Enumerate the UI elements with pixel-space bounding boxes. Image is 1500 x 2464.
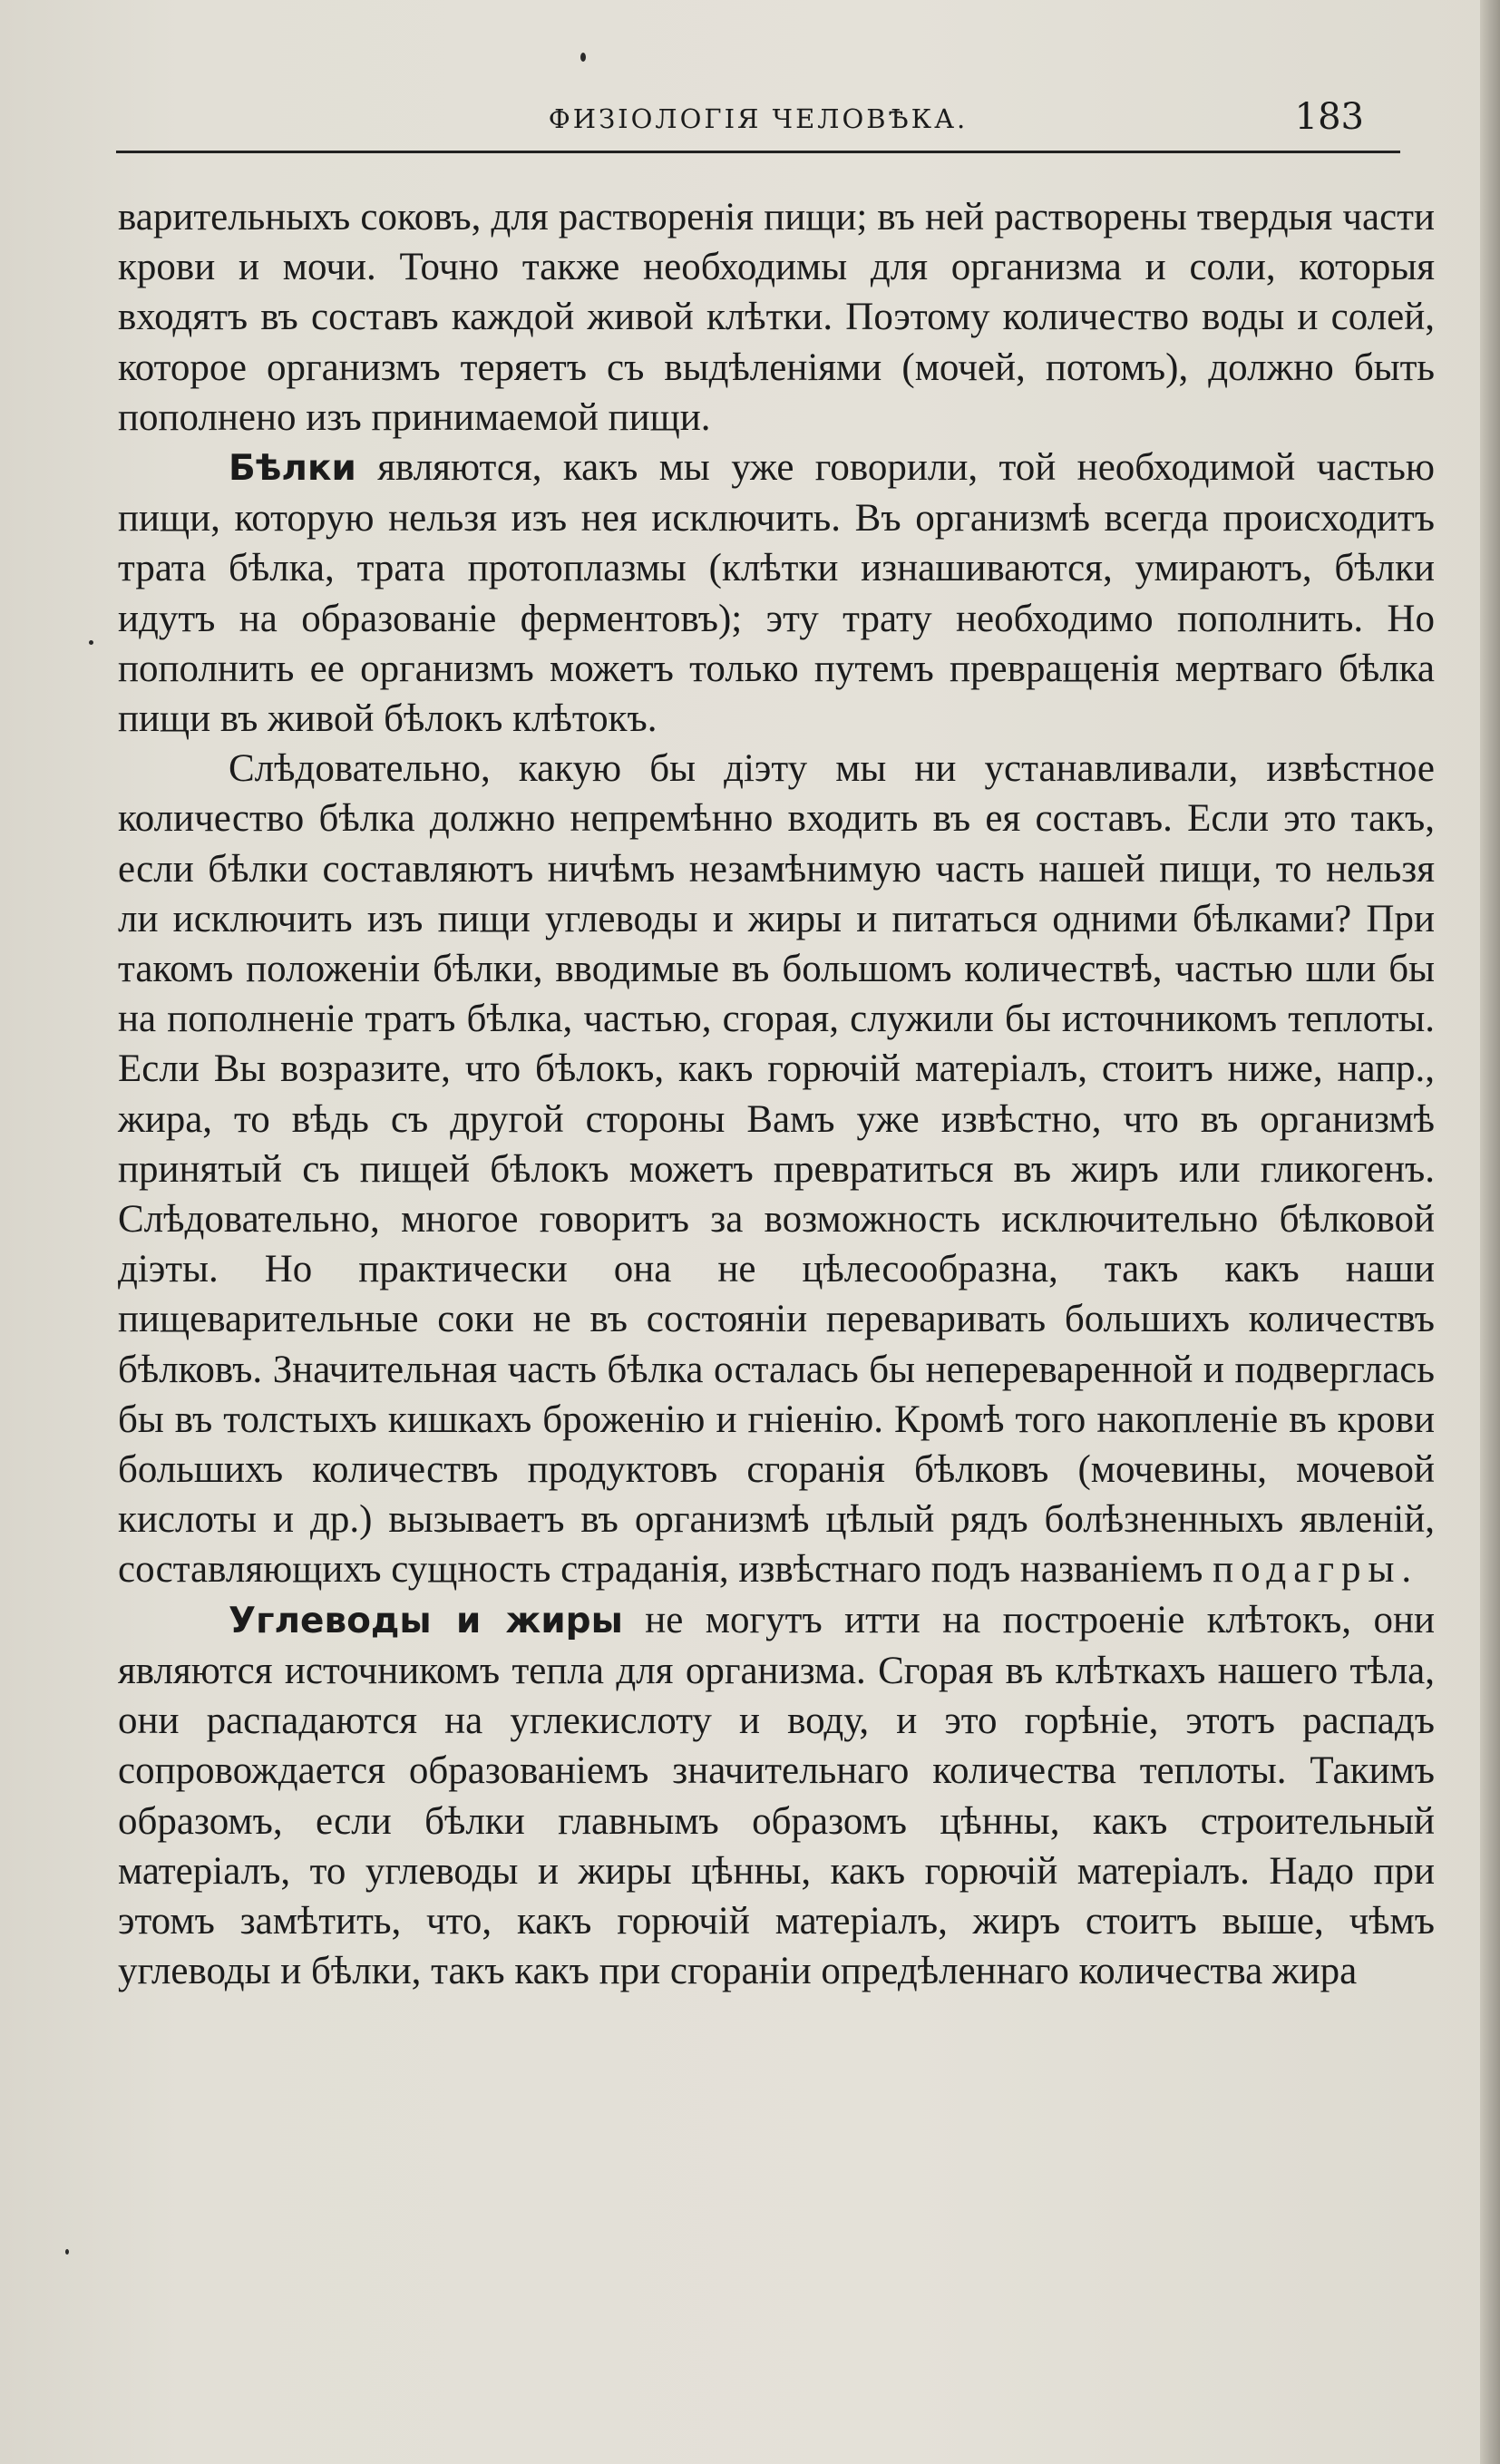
paragraph-text: варительныхъ соковъ, для растворенiя пищи; въ ней растворены твердыя части крови и мочи. Точно также необходимы для организма и соли, которыя входятъ въ составъ каждой живой клѣтки. Поэтому количество воды и солей, которое организмъ теряетъ съ выдѣленiями (мочей, потомъ), должно быть пополнено изъ принимаемой пищи. [118,196,1435,439]
term-carbs-fats: Углеводы и жиры [229,1600,623,1641]
print-speck [65,2249,69,2255]
paragraph-tail: . [1401,1548,1412,1592]
page-number: 183 [1294,96,1364,138]
print-speck [580,53,586,62]
body-text [118,192,1435,1996]
page-header [116,91,1400,153]
paragraph-carbs-fats [118,1595,1435,1997]
page-edge-shadow [1480,0,1500,2464]
paragraph-proteins [118,443,1435,744]
spaced-term-podagra: подагры [1213,1548,1402,1592]
paragraph-text: Слѣдовательно, какую бы дiэту мы ни устанавливали, извѣстное количество бѣлка должно непремѣнно входить въ ея составъ. Если это такъ, если бѣлки составляютъ ничѣмъ незамѣнимую часть нашей пищи, то нельзя ли исключить изъ пищи углеводы и жиры и питаться одними бѣлками? При такомъ положенiи бѣлки, вводимые въ большомъ количествѣ, частью шли бы на пополненiе тратъ бѣлка, частью, сгорая, служили бы источникомъ теплоты. Если Вы возразите, что бѣлокъ, какъ горючiй матерiалъ, стоитъ ниже, напр., жира, то вѣдь съ другой стороны Вамъ уже извѣстно, что въ организмѣ принятый съ пищей бѣлокъ можетъ превратиться въ жиръ или гликогенъ. Слѣдовательно, многое говоритъ за возможность исключительно бѣлковой дiэты. Но практически она не цѣлесообразна, такъ какъ наши пищеварительные соки не въ состоянiи переваривать большихъ количествъ бѣлковъ. Значительная часть бѣлка осталась бы непереваренной и подверглась бы въ толстыхъ кишкахъ броженiю и гнiенiю. Кромѣ того накопленiе въ крови большихъ количествъ продуктовъ сгоранiя бѣлковъ (мочевины, мочевой кислоты и др.) вызываетъ въ организмѣ цѣлый рядъ болѣзненныхъ явленiй, составляющихъ сущность страданiя, извѣстнаго подъ названiемъ [118,747,1435,1592]
paragraph-continuation [118,192,1435,443]
paragraph-protein-diet [118,744,1435,1594]
term-proteins: Бѣлки [229,448,356,490]
print-speck [89,640,93,645]
paragraph-text: не могутъ итти на построенiе клѣтокъ, они являются источникомъ тепла для организма. Сгорая въ клѣткахъ нашего тѣла, они распадаются на углекислоту и воду, и это горѣнiе, этотъ распадъ сопровождается образованiемъ значительнаго количества теплоты. Такимъ образомъ, если бѣлки главнымъ образомъ цѣнны, какъ строительный матерiалъ, то углеводы и жиры цѣнны, какъ горючiй матерiалъ. Надо при этомъ замѣтить, что, какъ горючiй матерiалъ, жиръ стоитъ выше, чѣмъ углеводы и бѣлки, такъ какъ при сгоранiи опредѣленнаго количества жира [118,1598,1435,1993]
running-title: ФИЗIОЛОГIЯ ЧЕЛОВѢКА. [548,103,969,134]
paragraph-text: являются, какъ мы уже говорили, той необходимой частью пищи, которую нельзя изъ нея исключить. Въ организмѣ всегда происходитъ трата бѣлка, трата протоплазмы (клѣтки изнашиваются, умираютъ, бѣлки идутъ на образованiе ферментовъ); эту трату необходимо пополнить. Но пополнить ее организмъ можетъ только путемъ превращенiя мертваго бѣлка пищи въ живой бѣлокъ клѣтокъ. [118,446,1435,741]
